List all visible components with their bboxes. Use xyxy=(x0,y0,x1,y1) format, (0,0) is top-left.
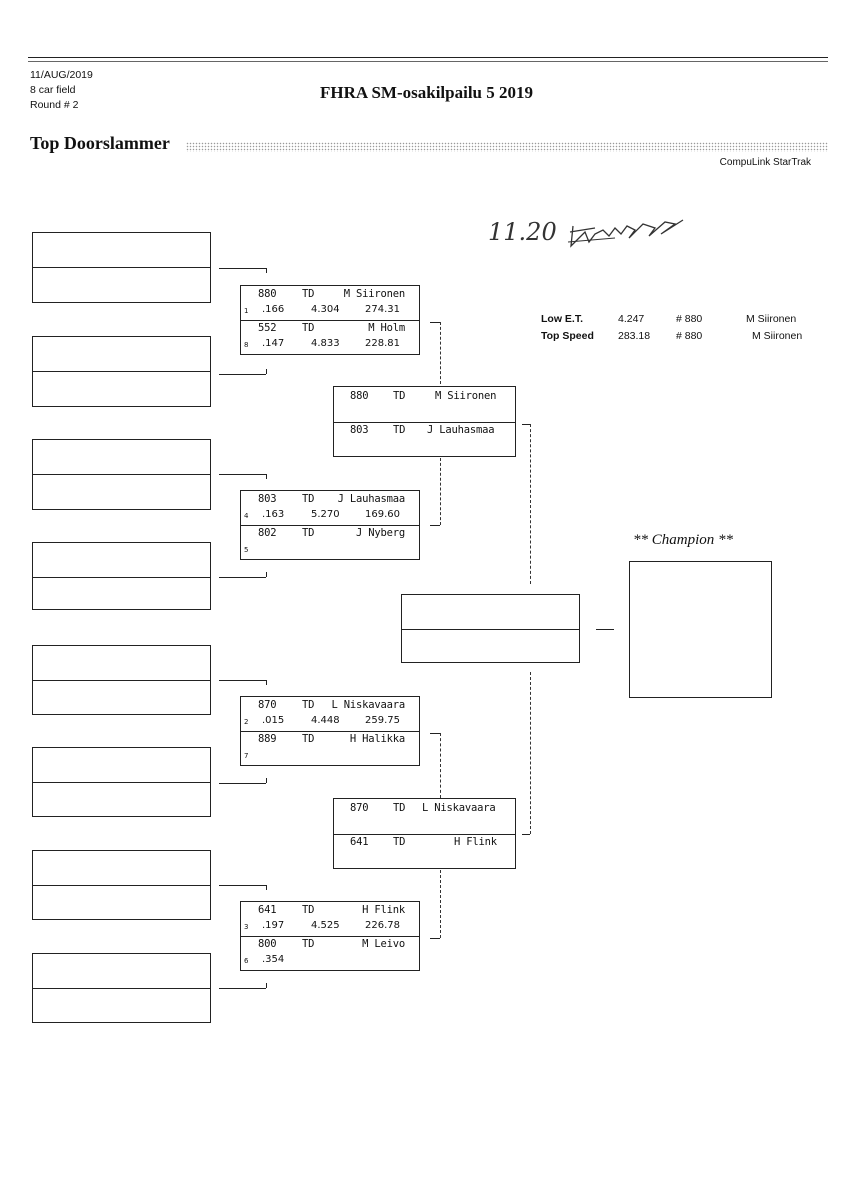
header-rule-thin xyxy=(28,61,828,62)
connector xyxy=(219,680,266,681)
lane-number: 6 xyxy=(244,957,249,965)
round2-match-3 xyxy=(240,696,420,766)
connector xyxy=(266,885,267,890)
car-class: TD xyxy=(393,424,406,436)
car-class: TD xyxy=(393,836,406,848)
handwritten-time: 11.20 xyxy=(488,218,557,246)
low-et-label: Low E.T. xyxy=(541,313,583,325)
elapsed-time: 4.833 xyxy=(311,338,340,349)
driver-name: M Holm xyxy=(368,322,405,334)
connector xyxy=(219,374,266,375)
final-match xyxy=(401,594,580,663)
connector xyxy=(266,369,267,374)
connector xyxy=(440,458,441,525)
round-text: Round # 2 xyxy=(30,99,79,111)
driver-name: J Lauhasmaa xyxy=(337,493,405,505)
car-class: TD xyxy=(302,904,315,916)
car-class: TD xyxy=(393,802,406,814)
lane-number: 3 xyxy=(244,923,249,931)
lane-number: 4 xyxy=(244,512,249,520)
car-number: 880 xyxy=(350,390,369,402)
driver-name: L Niskavaara xyxy=(422,802,496,814)
lane-number: 8 xyxy=(244,341,249,349)
connector xyxy=(266,680,267,685)
car-number: 552 xyxy=(258,322,277,334)
car-number: 880 xyxy=(258,288,277,300)
car-number: 641 xyxy=(258,904,277,916)
round1-slot-8 xyxy=(32,953,211,1023)
car-class: TD xyxy=(302,527,315,539)
driver-name: H Flink xyxy=(454,836,497,848)
connector xyxy=(266,778,267,783)
round2-match-4 xyxy=(240,901,420,971)
speed: 226.78 xyxy=(365,920,400,931)
connector xyxy=(266,983,267,988)
dotted-rule xyxy=(186,142,828,152)
car-number: 870 xyxy=(350,802,369,814)
connector xyxy=(440,870,441,938)
round1-slot-2 xyxy=(32,336,211,407)
header-meta xyxy=(30,68,93,113)
driver-name: J Nyberg xyxy=(356,527,405,539)
reaction-time: .163 xyxy=(262,509,285,520)
speed: 259.75 xyxy=(365,715,400,726)
driver-name: M Siironen xyxy=(343,288,405,300)
champion-box xyxy=(629,561,772,698)
driver-name: M Siironen xyxy=(435,390,497,402)
car-class: TD xyxy=(302,493,315,505)
car-class: TD xyxy=(302,322,315,334)
connector xyxy=(440,322,441,384)
champion-label: ** Champion ** xyxy=(633,532,734,548)
low-et-car: # 880 xyxy=(676,313,703,325)
reaction-time: .354 xyxy=(262,954,285,965)
car-number: 802 xyxy=(258,527,277,539)
reaction-time: .166 xyxy=(262,304,285,315)
car-class: TD xyxy=(302,938,315,950)
low-et-driver: M Siironen xyxy=(746,313,797,325)
connector xyxy=(440,733,441,798)
car-number: 641 xyxy=(350,836,369,848)
speed: 274.31 xyxy=(365,304,400,315)
semifinal-2 xyxy=(333,798,516,869)
top-speed-driver: M Siironen xyxy=(752,330,803,342)
connector xyxy=(219,577,266,578)
lane-number: 7 xyxy=(244,752,249,760)
event-title: FHRA SM-osakilpailu 5 2019 xyxy=(320,83,534,102)
car-number: 803 xyxy=(258,493,277,505)
car-class: TD xyxy=(302,699,315,711)
elapsed-time: 4.448 xyxy=(311,715,340,726)
car-class: TD xyxy=(393,390,406,402)
connector xyxy=(266,474,267,479)
driver-name: H Halikka xyxy=(349,733,405,745)
elapsed-time: 4.525 xyxy=(311,920,340,931)
date-text: 11/AUG/2019 xyxy=(30,69,93,81)
top-speed-value: 283.18 xyxy=(618,330,651,342)
low-et-value: 4.247 xyxy=(618,313,645,325)
reaction-time: .147 xyxy=(262,338,285,349)
round1-slot-4 xyxy=(32,542,211,610)
lane-number: 1 xyxy=(244,307,249,315)
field-text: 8 car field xyxy=(30,84,76,96)
reaction-time: .015 xyxy=(262,715,285,726)
round1-slot-5 xyxy=(32,645,211,715)
round2-match-1 xyxy=(240,285,420,355)
speed: 228.81 xyxy=(365,338,400,349)
speed: 169.60 xyxy=(365,509,400,520)
top-speed-label: Top Speed xyxy=(541,330,594,342)
connector xyxy=(266,268,267,273)
connector xyxy=(219,783,266,784)
round1-slot-6 xyxy=(32,747,211,817)
signature-scribble xyxy=(565,212,690,252)
connector xyxy=(530,672,531,834)
reaction-time: .197 xyxy=(262,920,285,931)
car-class: TD xyxy=(302,733,315,745)
connector xyxy=(522,424,530,425)
connector xyxy=(219,474,266,475)
round1-slot-7 xyxy=(32,850,211,920)
connector xyxy=(596,629,614,630)
car-class: TD xyxy=(302,288,315,300)
car-number: 803 xyxy=(350,424,369,436)
lane-number: 2 xyxy=(244,718,249,726)
driver-name: J Lauhasmaa xyxy=(427,424,495,436)
header-rule-thick xyxy=(28,57,828,58)
driver-name: L Niskavaara xyxy=(331,699,405,711)
elapsed-time: 4.304 xyxy=(311,304,340,315)
driver-name: H Flink xyxy=(362,904,405,916)
connector xyxy=(266,572,267,577)
connector xyxy=(530,424,531,584)
elapsed-time: 5.270 xyxy=(311,509,340,520)
software-label: CompuLink StarTrak xyxy=(719,157,811,168)
top-speed-car: # 880 xyxy=(676,330,703,342)
connector xyxy=(430,525,440,526)
car-number: 889 xyxy=(258,733,277,745)
connector xyxy=(219,885,266,886)
connector xyxy=(430,938,440,939)
round2-match-2 xyxy=(240,490,420,560)
class-title: Top Doorslammer xyxy=(30,133,170,153)
connector xyxy=(430,733,440,734)
car-number: 870 xyxy=(258,699,277,711)
round1-slot-1 xyxy=(32,232,211,303)
connector xyxy=(522,834,530,835)
semifinal-1 xyxy=(333,386,516,457)
connector xyxy=(219,988,266,989)
round1-slot-3 xyxy=(32,439,211,510)
connector xyxy=(219,268,266,269)
connector xyxy=(430,322,440,323)
car-number: 800 xyxy=(258,938,277,950)
driver-name: M Leivo xyxy=(362,938,405,950)
lane-number: 5 xyxy=(244,546,249,554)
